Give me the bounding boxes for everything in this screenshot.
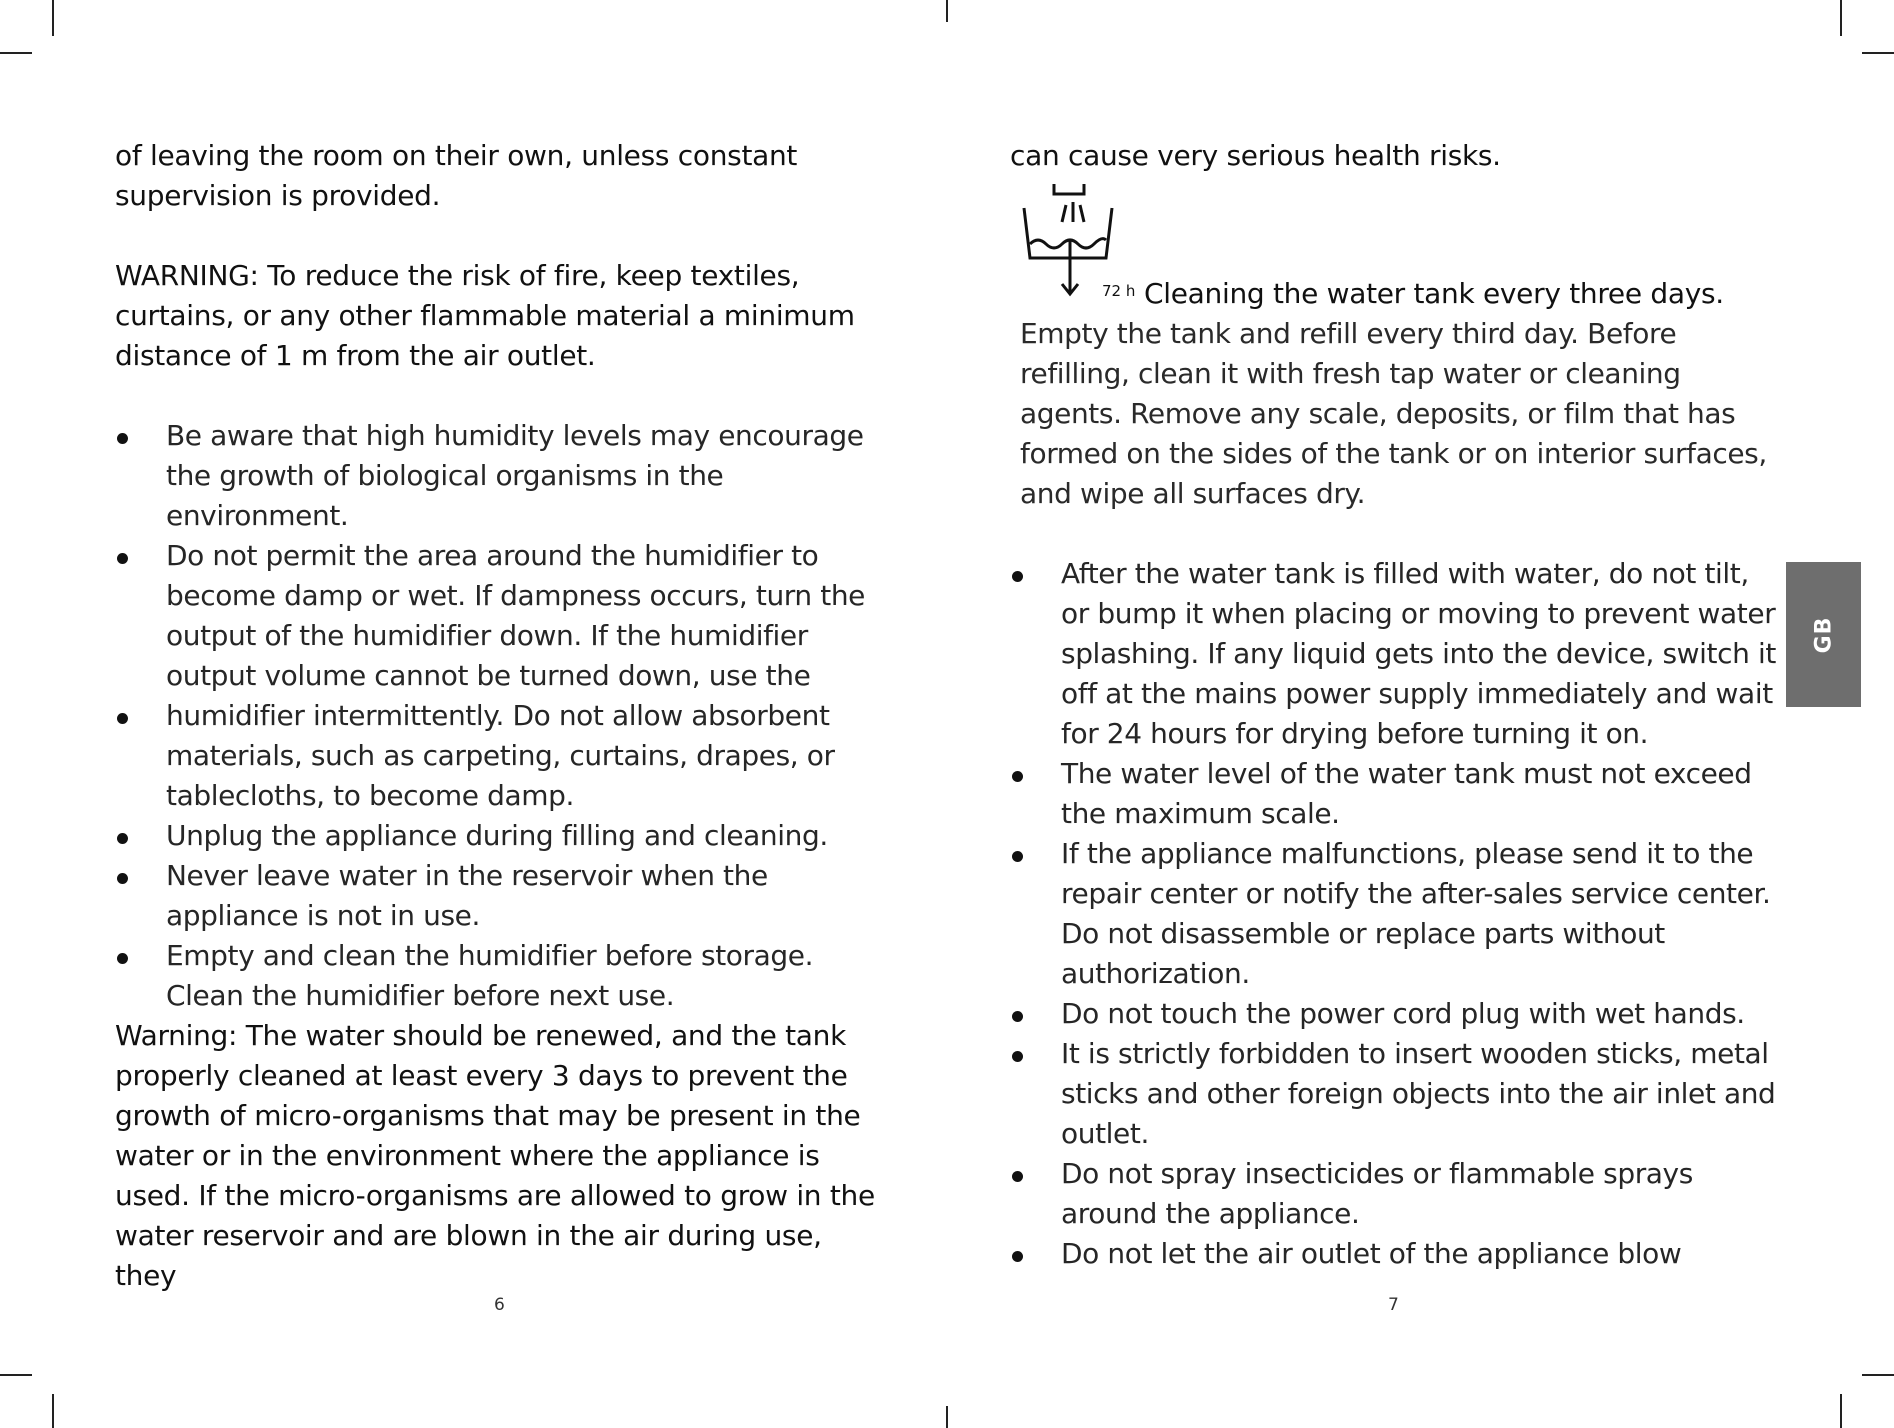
right-page <box>1010 136 1780 176</box>
language-tab-label: GB <box>1811 616 1836 653</box>
bullet-icon <box>117 713 128 724</box>
list-item: Do not touch the power cord plug with wet hands. <box>1010 994 1780 1034</box>
cleaning-heading: Cleaning the water tank every three days. <box>1144 277 1724 310</box>
list-item: Do not let the air outlet of the appliance blow <box>1010 1234 1780 1274</box>
left-page <box>115 136 885 1296</box>
list-item: Unplug the appliance during filling and cleaning. <box>115 816 885 856</box>
list-item: Do not permit the area around the humidifier to become damp or wet. If dampness occurs, turn the output of the humidifier down. If the humidifier output volume cannot be turned down, use the <box>115 536 885 696</box>
bullet-icon <box>1012 851 1023 862</box>
bullet-icon <box>1012 1051 1023 1062</box>
list-item: It is strictly forbidden to insert wooden sticks, metal sticks and other foreign objects into the air inlet and outlet. <box>1010 1034 1780 1154</box>
page-number-right: 7 <box>1388 1295 1399 1315</box>
bullet-icon <box>117 553 128 564</box>
list-item: Be aware that high humidity levels may encourage the growth of biological organisms in the environment. <box>115 416 885 536</box>
crop-mark <box>1862 1374 1894 1376</box>
fire-warning: WARNING: To reduce the risk of fire, keep textiles, curtains, or any other flammable material a minimum distance of 1 m from the air outlet. <box>115 259 855 372</box>
crop-mark <box>52 1394 54 1428</box>
page-number-left: 6 <box>494 1295 505 1315</box>
list-item: Empty and clean the humidifier before storage. Clean the humidifier before next use. <box>115 936 885 1016</box>
list-item: The water level of the water tank must not exceed the maximum scale. <box>1010 754 1780 834</box>
bullet-icon <box>117 833 128 844</box>
crop-mark <box>0 1374 32 1376</box>
right-intro-text: can cause very serious health risks. <box>1010 139 1501 172</box>
bullet-icon <box>1012 571 1023 582</box>
left-intro-text: of leaving the room on their own, unless constant supervision is provided. <box>115 139 798 212</box>
language-tab-gb <box>1786 562 1861 707</box>
list-item: Do not spray insecticides or flammable sprays around the appliance. <box>1010 1154 1780 1234</box>
crop-mark <box>1862 52 1894 54</box>
crop-mark <box>52 0 54 36</box>
list-item: If the appliance malfunctions, please send it to the repair center or notify the after-sales service center. Do not disassemble or replace parts without authorization. <box>1010 834 1780 994</box>
bullet-icon <box>1012 1011 1023 1022</box>
bullet-icon <box>117 433 128 444</box>
list-item: After the water tank is filled with water, do not tilt, or bump it when placing or moving to prevent water splashing. If any liquid gets into the device, switch it off at the mains power supply immediately and wait for 24 hours for drying before turning it on. <box>1010 554 1780 754</box>
crop-mark <box>1840 0 1842 36</box>
icon-72h-label: 72 h <box>1102 282 1136 300</box>
bullet-icon <box>117 873 128 884</box>
right-bullet-list <box>1010 554 1780 1274</box>
cleaning-instructions: Empty the tank and refill every third day. Before refilling, clean it with fresh tap water or cleaning agents. Remove any scale, deposits, or film that has formed on the sides of the tank or on interior surfaces, and wipe all surfaces dry. <box>1020 317 1767 510</box>
crop-mark <box>1840 1394 1842 1428</box>
list-item: humidifier intermittently. Do not allow absorbent materials, such as carpeting, curtains, drapes, or tablecloths, to become damp. <box>115 696 885 816</box>
crop-mark <box>0 52 32 54</box>
water-renewal-warning: Warning: The water should be renewed, and the tank properly cleaned at least every 3 days to prevent the growth of micro-organisms that may be present in the water or in the environment where the appliance is used. If the micro-organisms are allowed to grow in the water reservoir and are blown in the air during use, they <box>115 1019 875 1292</box>
crop-mark <box>946 0 948 22</box>
left-bullet-list <box>115 416 885 1016</box>
bullet-icon <box>117 953 128 964</box>
bullet-icon <box>1012 771 1023 782</box>
bullet-icon <box>1012 1171 1023 1182</box>
bullet-icon <box>1012 1251 1023 1262</box>
list-item: Never leave water in the reservoir when the appliance is not in use. <box>115 856 885 936</box>
crop-mark <box>946 1406 948 1428</box>
